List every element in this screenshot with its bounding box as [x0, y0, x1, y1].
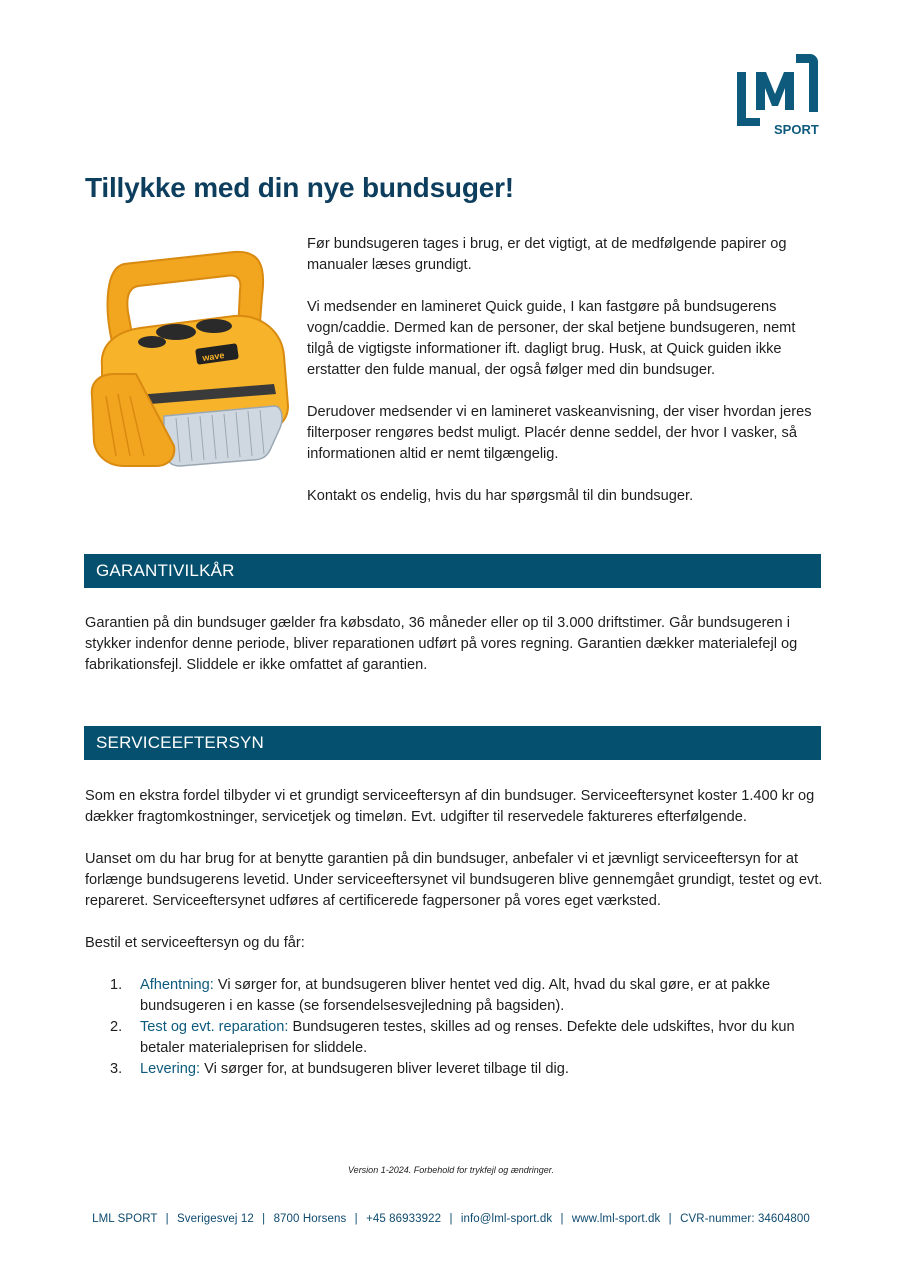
benefit-term: Afhentning:	[140, 977, 214, 993]
benefit-term: Levering:	[140, 1061, 201, 1077]
benefit-text: Vi sørger for, at bundsugeren bliver leveret tilbage til dig.	[200, 1061, 569, 1077]
service-paragraph: Uanset om du har brug for at benytte garantien på din bundsuger, anbefaler vi et jævnligt serviceeftersyn for at forlænge bundsugerens levetid. Under serviceeftersynet vil bundsugeren blive gennemgået grundigt, testet og evt. repareret. Serviceeftersynet udføres af certificerede fagpersoner på vores eget værksted.	[85, 851, 823, 909]
footer-separator: |	[262, 1213, 266, 1225]
intro-text	[307, 234, 822, 528]
footer-contact	[0, 1213, 902, 1225]
footer-separator: |	[449, 1213, 453, 1225]
service-paragraph: Bestil et serviceeftersyn og du får:	[85, 935, 305, 951]
footer-company: LML SPORT	[92, 1213, 158, 1225]
footer-website-link[interactable]: www.lml-sport.dk	[571, 1213, 661, 1225]
page-title: Tillykke med din nye bundsuger!	[85, 172, 514, 203]
footer-separator: |	[165, 1213, 169, 1225]
list-item	[110, 1017, 820, 1059]
logo-mark	[734, 48, 824, 138]
footer-cvr: CVR-nummer: 34604800	[680, 1213, 810, 1225]
footer-separator: |	[560, 1213, 564, 1225]
intro-paragraph: Derudover medsender vi en lamineret vaskeanvisning, der viser hvordan jeres filterposer rengøres bedst muligt. Placér denne seddel, der hvor I vasker, så informationen altid er nemt tilgængelig.	[307, 404, 812, 462]
version-note: Version 1-2024. Forbehold for trykfejl og ændringer.	[348, 1165, 554, 1175]
intro-paragraph: Før bundsugeren tages i brug, er det vigtigt, at de medfølgende papirer og manualer læses grundigt.	[307, 236, 787, 273]
list-number: 2.	[110, 1019, 123, 1035]
footer-phone[interactable]: +45 86933922	[366, 1213, 442, 1225]
list-number: 1.	[110, 977, 123, 993]
list-number: 3.	[110, 1061, 123, 1077]
footer-address: Sverigesvej 12	[177, 1213, 254, 1225]
service-text	[85, 786, 825, 975]
list-item	[110, 1059, 820, 1080]
lml-sport-logo	[734, 48, 824, 138]
intro-paragraph: Kontakt os endelig, hvis du har spørgsmål til din bundsuger.	[307, 488, 694, 504]
pool-robot-image	[84, 246, 294, 474]
warranty-paragraph: Garantien på din bundsuger gælder fra købsdato, 36 måneder eller op til 3.000 driftstimer. Går bundsugeren i stykker indenfor denne periode, bliver reparationen udført på vores regning. Garantien dækker materialefejl og fabrikationsfejl. Sliddele er ikke omfattet af garantien.	[85, 615, 798, 673]
footer-email-link[interactable]: info@lml-sport.dk	[460, 1213, 553, 1225]
list-item	[110, 975, 820, 1017]
service-paragraph: Som en ekstra fordel tilbyder vi et grundigt serviceeftersyn af din bundsuger. Serviceeftersynet koster 1.400 kr og dækker fragtomkostninger, servicetjek og timeløn. Evt. udgifter til reservedele faktureres efterfølgende.	[85, 788, 815, 825]
product-label: wave	[201, 350, 225, 364]
benefit-term: Test og evt. reparation:	[140, 1019, 289, 1035]
intro-paragraph: Vi medsender en lamineret Quick guide, I kan fastgøre på bundsugerens vogn/caddie. Dermed kan de personer, der skal betjene bundsugeren, nemt tilgå de vigtigste informationer ift. dagligt brug. Husk, at Quick guiden ikke erstatter den fulde manual, der også følger med din bundsuger.	[307, 299, 796, 378]
logo-text: SPORT	[774, 122, 819, 137]
benefit-text: Bundsugeren testes, skilles ad og renses. Defekte dele udskiftes, hvor du kun betaler materialeprisen for sliddele.	[140, 1019, 795, 1056]
warranty-heading: GARANTIVILKÅR	[84, 554, 821, 588]
footer-city: 8700 Horsens	[273, 1213, 347, 1225]
warranty-text	[85, 613, 825, 697]
footer-separator: |	[668, 1213, 672, 1225]
footer-separator: |	[354, 1213, 358, 1225]
benefit-text: Vi sørger for, at bundsugeren bliver hentet ved dig. Alt, hvad du skal gøre, er at pakke bundsugeren i en kasse (se forsendelsesvejledning på bagsiden).	[140, 977, 771, 1014]
benefits-list	[110, 975, 820, 1080]
service-heading: SERVICEEFTERSYN	[84, 726, 821, 760]
